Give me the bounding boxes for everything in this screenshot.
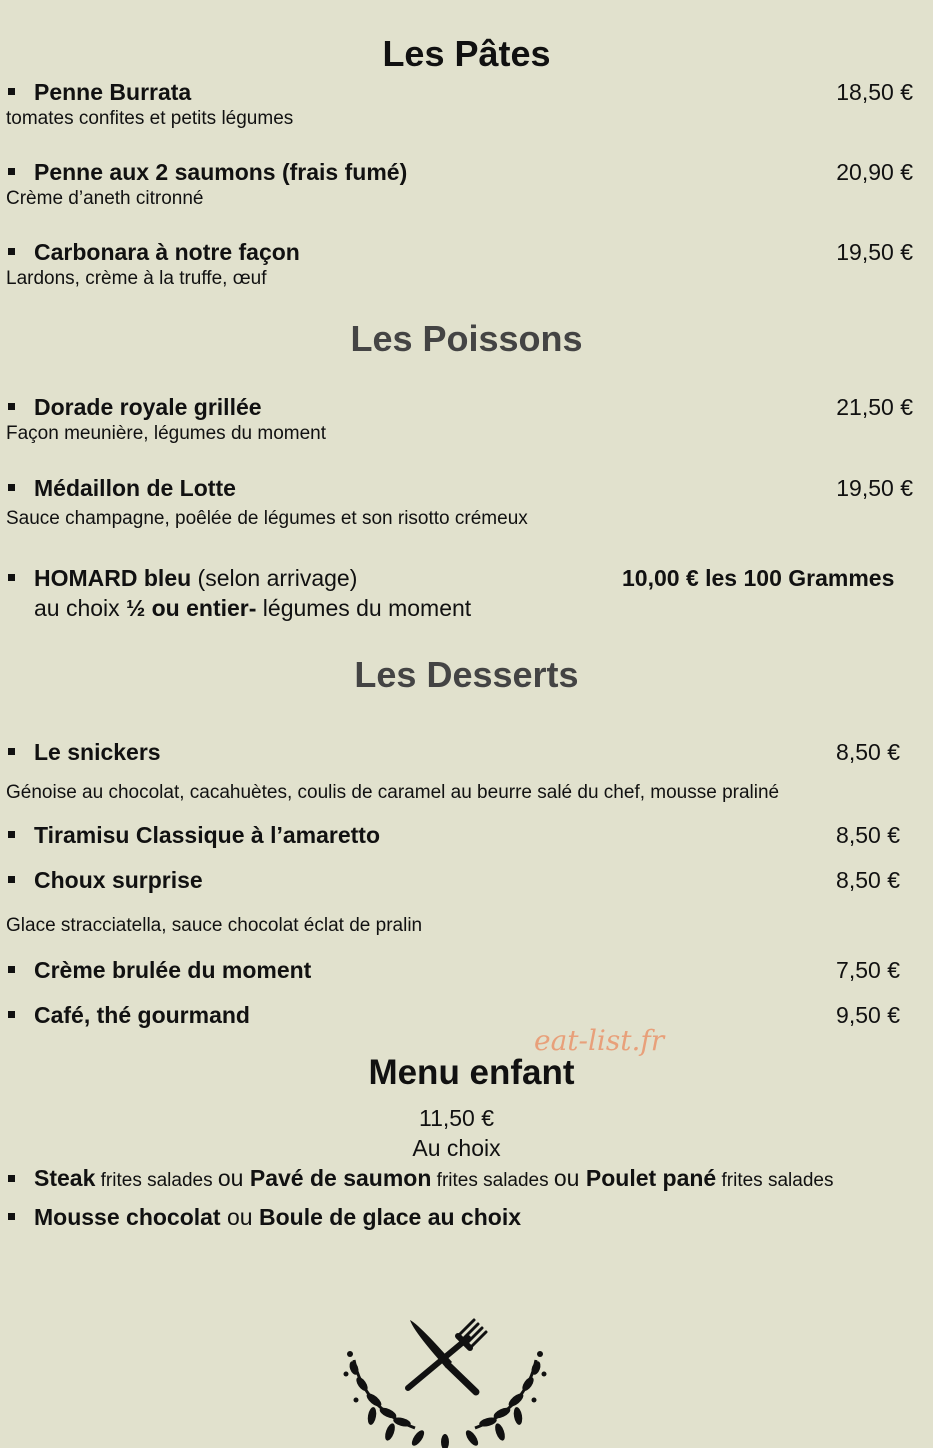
menu-item-name: Penne aux 2 saumons (frais fumé) [34,159,408,185]
menu-item-name: Café, thé gourmand [34,1002,250,1028]
enfant-side: frites salades [95,1170,218,1191]
bullet-icon [8,484,15,491]
bullet-icon [8,248,15,255]
enfant-price: 11,50 € [418,1105,495,1131]
enfant-saumon: Pavé de saumon [243,1165,432,1191]
enfant-line-2 [34,1203,521,1231]
enfant-poulet: Poulet pané [579,1165,717,1191]
bullet-icon [8,403,15,410]
enfant-or: ou [217,1165,244,1191]
homard-price: 10,00 € les 100 Grammes [622,565,895,591]
enfant-choice: Au choix [412,1135,501,1161]
enfant-line-1 [34,1164,833,1195]
bullet-icon [8,574,15,581]
homard-name-note: (selon arrivage) [191,565,358,591]
menu-item-desc: Façon meunière, légumes du moment [6,423,326,444]
menu-item-name: Crème brulée du moment [34,957,312,983]
homard-name-bold: HOMARD bleu [34,565,192,591]
bullet-icon [8,88,15,95]
menu-item-name: Le snickers [34,739,161,765]
menu-item-desc: Lardons, crème à la truffe, œuf [6,268,267,289]
bullet-icon [8,168,15,175]
enfant-side: frites salades [431,1170,554,1191]
menu-item-name: Tiramisu Classique à l’amaretto [34,822,380,848]
menu-item-price: 7,50 € [836,957,900,983]
menu-item-price: 19,50 € [836,239,913,265]
menu-item-name: Choux surprise [34,867,203,893]
menu-item-desc: Crème d’aneth citronné [6,188,204,209]
menu-item-desc: Glace stracciatella, sauce chocolat éclat de pralin [6,915,423,936]
menu-item-price: 19,50 € [836,475,913,501]
desserts-title: Les Desserts [354,654,579,695]
enfant-title: Menu enfant [368,1053,575,1092]
menu-item-price: 8,50 € [836,867,900,893]
menu-item-price: 9,50 € [836,1002,900,1028]
homard-choice-c: légumes du moment [256,595,472,621]
enfant-or: ou [553,1165,580,1191]
crossed-knife-fork-laurel-icon [340,1310,550,1448]
menu-item-name: Carbonara à notre façon [34,239,300,265]
homard-name [34,564,357,592]
menu-item-price: 21,50 € [836,394,913,420]
bullet-icon [8,1011,15,1018]
enfant-mousse: Mousse chocolat [34,1204,221,1230]
bullet-icon [8,1175,15,1182]
bullet-icon [8,1213,15,1220]
homard-choice-a: au choix [34,595,127,621]
enfant-glace: Boule de glace au choix [258,1204,522,1230]
menu-item-desc: tomates confites et petits légumes [6,108,294,129]
menu-item-name: Penne Burrata [34,79,192,105]
menu-item-desc: Génoise au chocolat, cacahuètes, coulis de caramel au beurre salé du chef, mousse praliné [6,782,780,803]
bullet-icon [8,966,15,973]
enfant-side: frites salades [716,1170,834,1191]
menu-item-price: 8,50 € [836,822,900,848]
bullet-icon [8,831,15,838]
menu-item-name: Dorade royale grillée [34,394,262,420]
menu-item-price: 20,90 € [836,159,913,185]
homard-choice-b: ½ ou entier- [126,595,257,621]
menu-item-price: 8,50 € [836,739,900,765]
watermark: eat-list.fr [534,1024,665,1057]
enfant-or: ou [220,1204,259,1230]
bullet-icon [8,876,15,883]
enfant-steak: Steak [34,1165,96,1191]
homard-choice [34,594,471,622]
menu-item-price: 18,50 € [836,79,913,105]
menu-item-desc: Sauce champagne, poêlée de légumes et son risotto crémeux [6,508,528,529]
menu-item-name: Médaillon de Lotte [34,475,236,501]
poissons-title: Les Poissons [350,318,583,359]
pates-title: Les Pâtes [382,33,551,74]
bullet-icon [8,748,15,755]
